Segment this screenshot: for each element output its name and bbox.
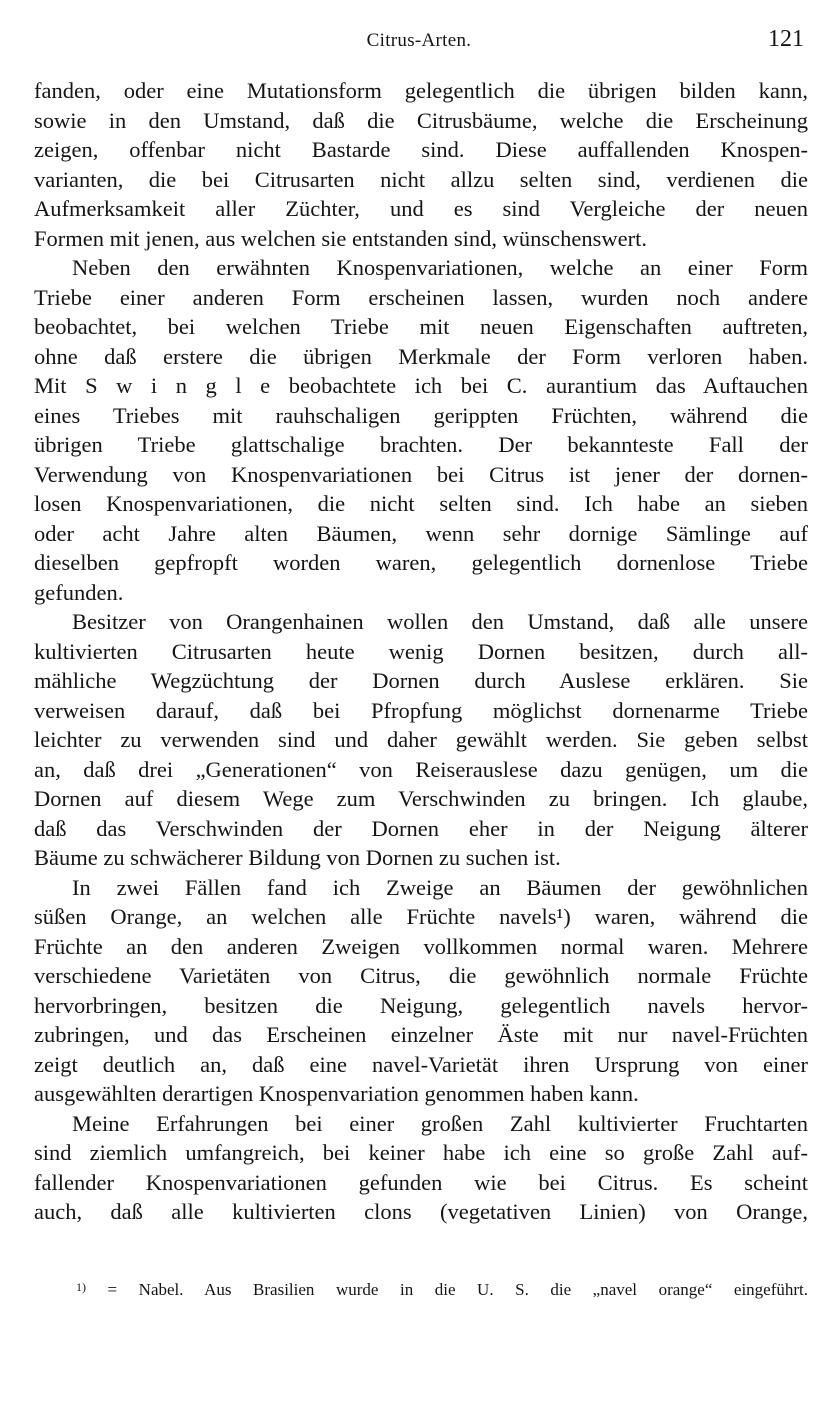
footnote: [76, 1280, 808, 1300]
text-line: fallender Knospenvariationen gefunden wie bei Citrus. Es scheint: [34, 1169, 808, 1195]
text-line: eines Triebes mit rauhschaligen gerippten Früchten, während die: [34, 402, 808, 428]
text-line: zeigt deutlich an, daß eine navel-Varietät ihren Ursprung von einer: [34, 1051, 808, 1077]
text-line: Mit S w i n g l e beobachtete ich bei C. aurantium das Auftauchen: [34, 373, 808, 398]
footnote-text: = Nabel. Aus Brasilien wurde in die U. S. die „navel orange“ eingeführt.: [107, 1280, 809, 1299]
text-line: In zwei Fällen fand ich Zweige an Bäumen der gewöhnlichen: [72, 874, 808, 900]
text-line: dieselben gepfropft worden waren, gelegentlich dornenlose Triebe: [34, 550, 808, 575]
text-line: übrigen Triebe glattschalige brachten. Der bekannteste Fall der: [34, 432, 808, 457]
text-line: mähliche Wegzüchtung der Dornen durch Auslese erklären. Sie: [34, 668, 808, 693]
text-line: Besitzer von Orangenhainen wollen den Umstand, daß alle unsere: [72, 609, 808, 634]
text-line: Formen mit jenen, aus welchen sie entstanden sind, wünschenswert.: [34, 225, 647, 251]
text-line: leichter zu verwenden sind und daher gewählt werden. Sie geben selbst: [34, 727, 808, 752]
text-line: sowie in den Umstand, daß die Citrusbäume, welche die Erscheinung: [34, 107, 808, 133]
text-line: daß das Verschwinden der Dornen eher in der Neigung älterer: [34, 815, 808, 841]
text-line: sind ziemlich umfangreich, bei keiner habe ich eine so große Zahl auf-: [34, 1140, 808, 1165]
text-line: ausgewählten derartigen Knospenvariation genommen haben kann.: [34, 1081, 639, 1106]
text-line: oder acht Jahre alten Bäumen, wenn sehr dornige Sämlinge auf: [34, 520, 808, 546]
text-line: zubringen, und das Erscheinen einzelner Äste mit nur navel-Früchten: [34, 1022, 808, 1047]
text-line: verschiedene Varietäten von Citrus, die gewöhnlich normale Früchte: [34, 963, 808, 988]
text-line: auch, daß alle kultivierten clons (vegetativen Linien) von Orange,: [34, 1199, 808, 1224]
footnote-marker: 1): [76, 1280, 86, 1294]
text-line: losen Knospenvariationen, die nicht selten sind. Ich habe an sieben: [34, 491, 808, 516]
text-line: hervorbringen, besitzen die Neigung, gelegentlich navels hervor-: [34, 992, 808, 1018]
text-line: Neben den erwähnten Knospenvariationen, welche an einer Form: [72, 255, 808, 280]
text-line: ohne daß erstere die übrigen Merkmale der Form verloren haben.: [34, 343, 808, 369]
text-line: Triebe einer anderen Form erscheinen lassen, wurden noch andere: [34, 284, 808, 310]
text-line: varianten, die bei Citrusarten nicht allzu selten sind, verdienen die: [34, 166, 808, 192]
text-line: verweisen darauf, daß bei Pfropfung möglichst dornenarme Triebe: [34, 697, 808, 723]
running-title: Citrus-Arten.: [366, 30, 472, 51]
text-line: an, daß drei „Generationen“ von Reiserauslese dazu genügen, um die: [34, 756, 808, 782]
page-number: 121: [768, 26, 804, 52]
text-line: kultivierten Citrusarten heute wenig Dornen besitzen, durch all-: [34, 638, 808, 664]
text-line: zeigen, offenbar nicht Bastarde sind. Diese auffallenden Knospen-: [34, 137, 808, 162]
text-line: fanden, oder eine Mutationsform gelegentlich die übrigen bilden kann,: [34, 78, 808, 103]
text-line: Aufmerksamkeit aller Züchter, und es sind Vergleiche der neuen: [34, 196, 808, 221]
text-line: Dornen auf diesem Wege zum Verschwinden zu bringen. Ich glaube,: [34, 786, 808, 811]
text-line: süßen Orange, an welchen alle Früchte navels¹) waren, während die: [34, 904, 808, 929]
text-line: gefunden.: [34, 579, 124, 605]
running-head: [34, 24, 804, 54]
body-text: [34, 76, 808, 1227]
text-line: Verwendung von Knospenvariationen bei Citrus ist jener der dornen-: [34, 461, 808, 487]
text-line: Meine Erfahrungen bei einer großen Zahl kultivierter Fruchtarten: [72, 1110, 808, 1136]
text-line: Bäume zu schwächerer Bildung von Dornen zu suchen ist.: [34, 845, 561, 870]
text-line: beobachtet, bei welchen Triebe mit neuen Eigenschaften auftreten,: [34, 314, 808, 339]
text-line: Früchte an den anderen Zweigen vollkommen normal waren. Mehrere: [34, 933, 808, 959]
